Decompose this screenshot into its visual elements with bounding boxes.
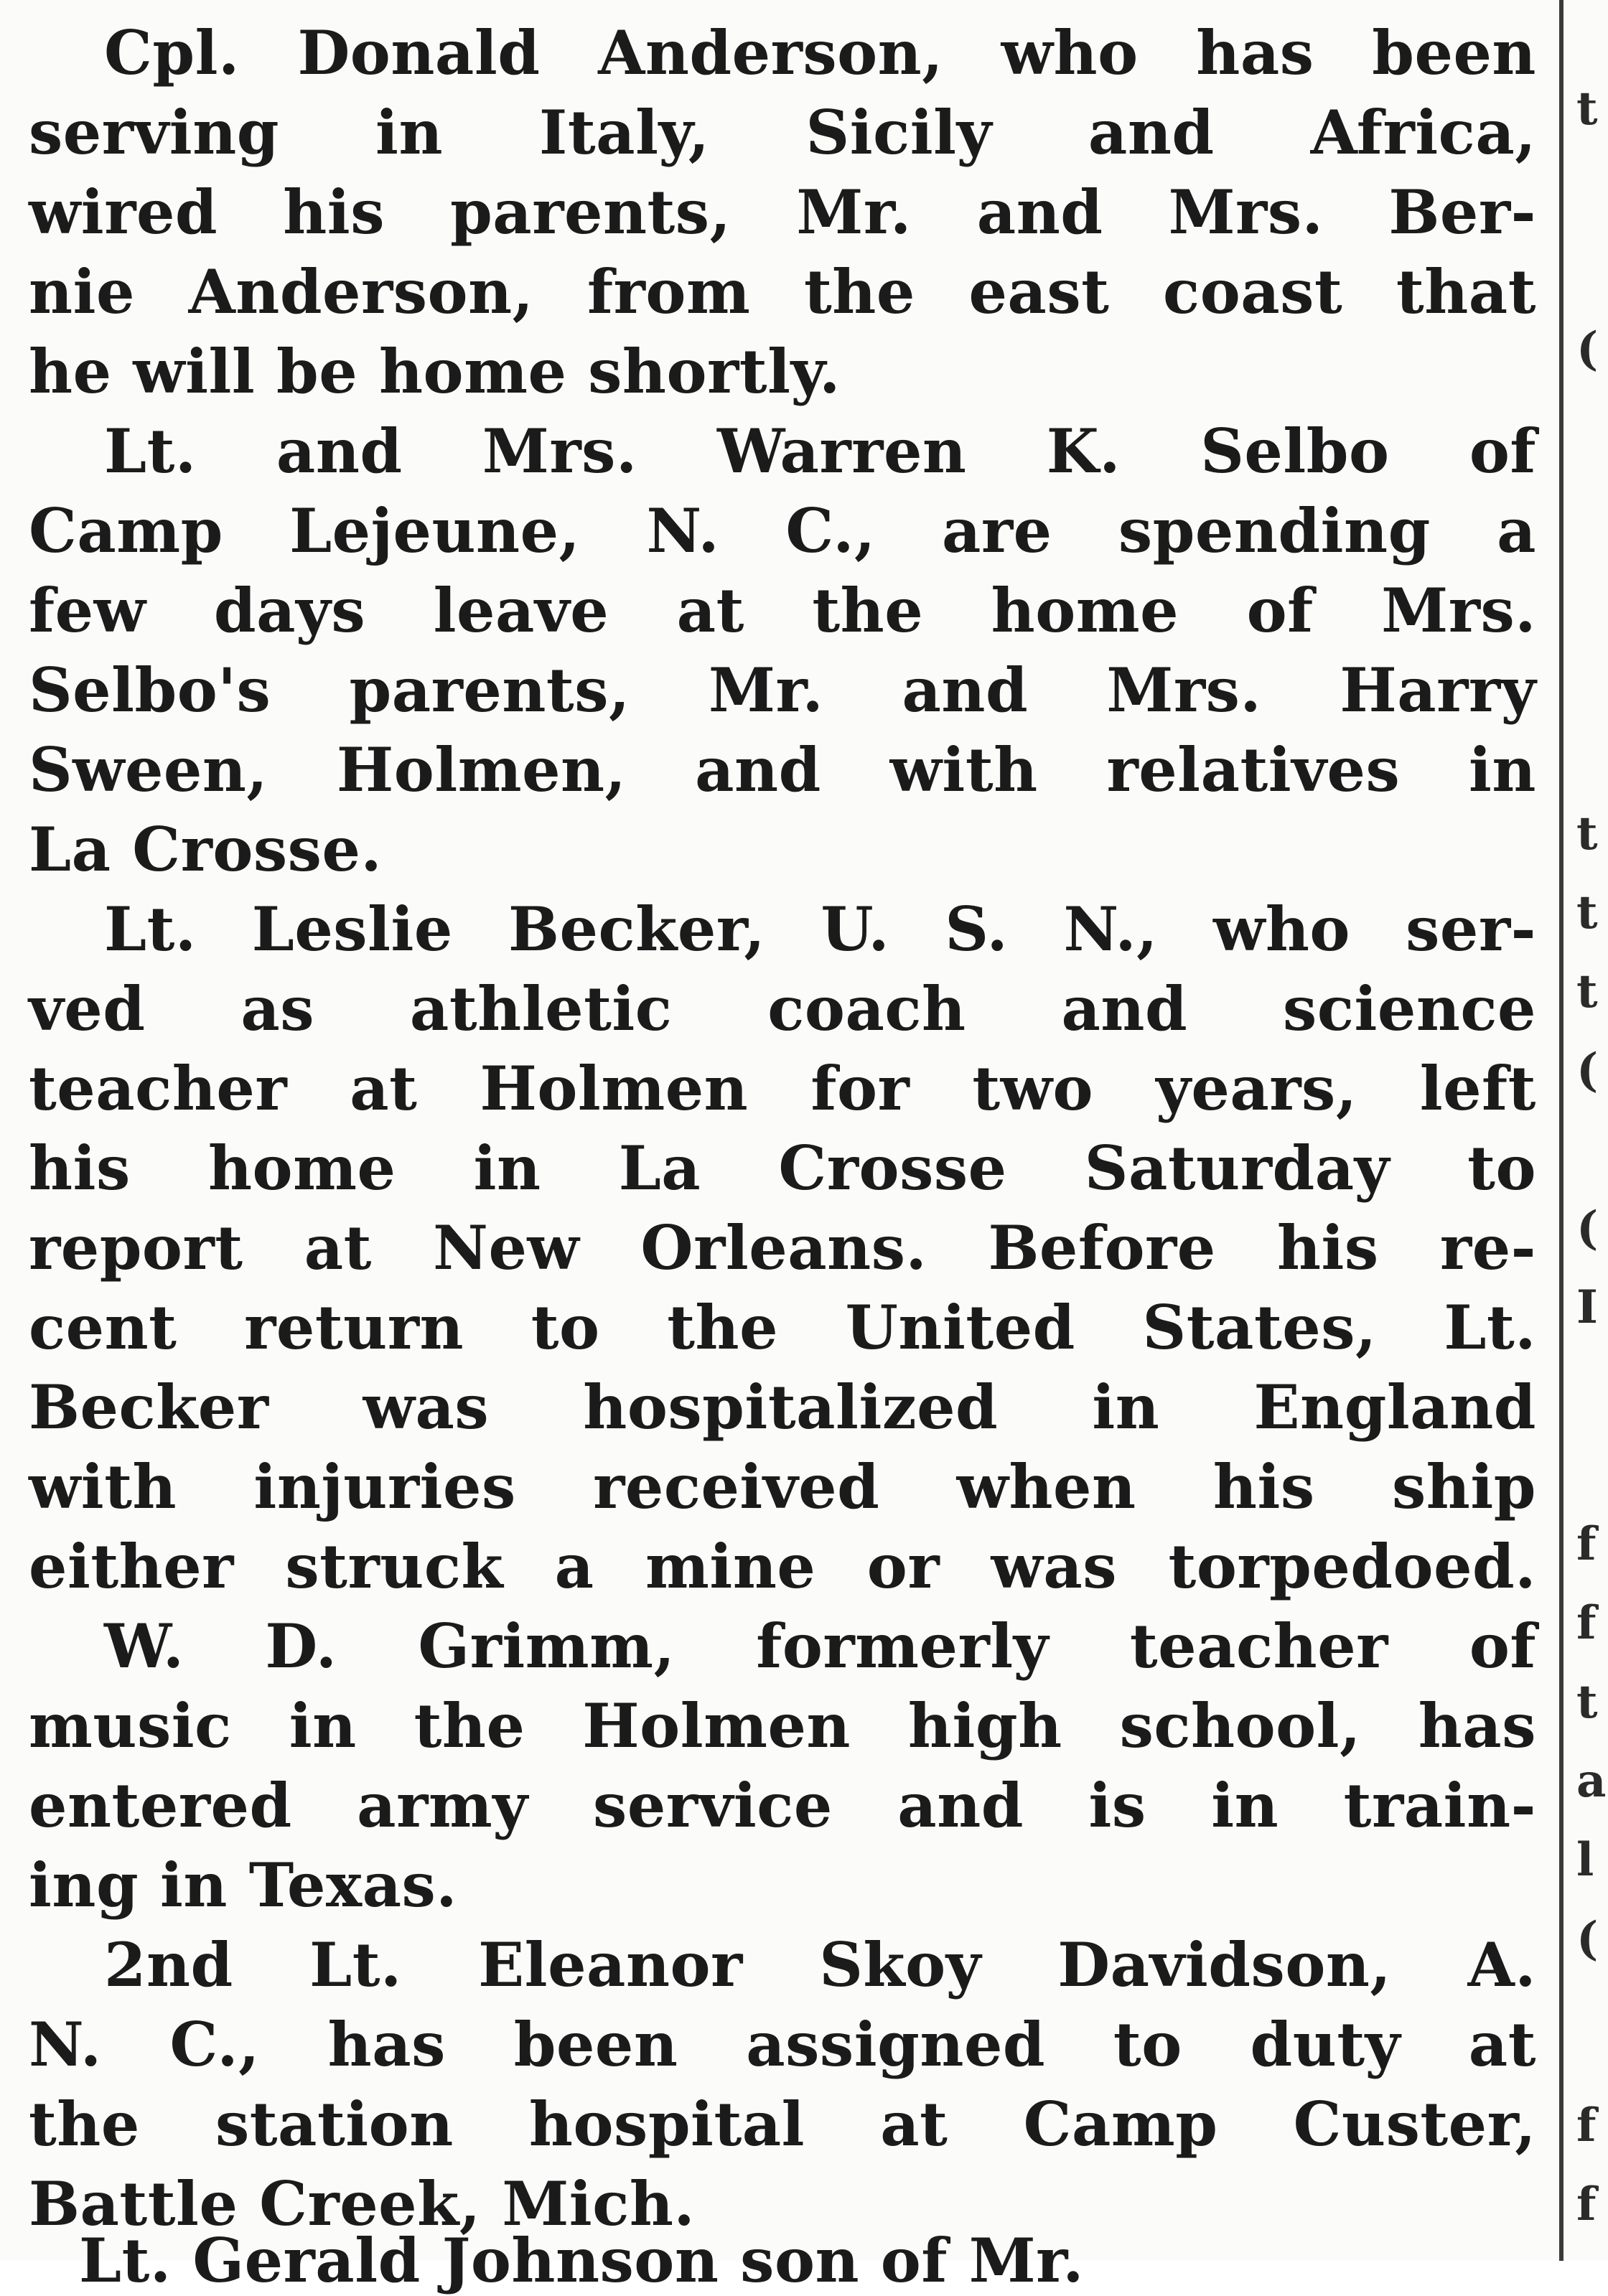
article-line: Selbo's parents, Mr. and Mrs. Harry xyxy=(29,655,1536,726)
adjacent-column-fragment: ( xyxy=(1576,322,1599,376)
article-line: music in the Holmen high school, has xyxy=(29,1690,1536,1761)
article-line: cent return to the United States, Lt. xyxy=(29,1292,1536,1363)
article-line: ved as athletic coach and science xyxy=(29,973,1536,1044)
adjacent-column-fragments xyxy=(1576,0,1608,2261)
article-line: the station hospital at Camp Custer, xyxy=(29,2089,1536,2160)
article-line: 2nd Lt. Eleanor Skoy Davidson, A. xyxy=(104,1929,1536,2000)
article-line: Lt. and Mrs. Warren K. Selbo of xyxy=(104,416,1536,487)
article-column xyxy=(29,13,1536,2244)
cutoff-line: Lt. Gerald Johnson son of Mr. xyxy=(79,2225,1084,2296)
adjacent-column-fragment: t xyxy=(1576,965,1598,1018)
article-line: his home in La Crosse Saturday to xyxy=(29,1133,1536,1204)
article-line: Cpl. Donald Anderson, who has been xyxy=(104,17,1536,88)
article-line: serving in Italy, Sicily and Africa, xyxy=(29,97,1536,168)
article-line: with injuries received when his ship xyxy=(29,1451,1536,1522)
adjacent-column-fragment: t xyxy=(1576,807,1598,861)
adjacent-column-fragment: f xyxy=(1576,2178,1597,2231)
adjacent-column-fragment: f xyxy=(1576,2099,1597,2152)
article-line: Becker was hospitalized in England xyxy=(29,1372,1536,1443)
article-line: Battle Creek, Mich. xyxy=(29,2168,696,2239)
adjacent-column-fragment: a xyxy=(1576,1754,1607,1808)
adjacent-column-fragment: I xyxy=(1576,1280,1598,1334)
adjacent-column-fragment: ( xyxy=(1576,1201,1599,1255)
article-line: ing in Texas. xyxy=(29,1850,458,1921)
article-line: he will be home shortly. xyxy=(29,336,841,407)
adjacent-column-fragment: t xyxy=(1576,1675,1598,1729)
adjacent-column-fragment: ( xyxy=(1576,1912,1599,1966)
adjacent-column-fragment: t xyxy=(1576,886,1598,940)
adjacent-column-fragment: t xyxy=(1576,82,1598,136)
article-line: report at New Orleans. Before his re- xyxy=(29,1212,1536,1283)
article-line: Sween, Holmen, and with relatives in xyxy=(29,734,1536,805)
article-line: either struck a mine or was torpedoed. xyxy=(29,1531,1536,1602)
article-line: Camp Lejeune, N. C., are spending a xyxy=(29,495,1536,566)
article-line: nie Anderson, from the east coast that xyxy=(29,256,1536,327)
article-line: N. C., has been assigned to duty at xyxy=(29,2009,1536,2080)
article-line: wired his parents, Mr. and Mrs. Ber- xyxy=(29,177,1536,248)
article-line: Lt. Leslie Becker, U. S. N., who ser- xyxy=(104,894,1536,965)
article-line: entered army service and is in train- xyxy=(29,1770,1536,1841)
article-line: La Crosse. xyxy=(29,814,383,885)
adjacent-column-fragment: l xyxy=(1576,1833,1594,1887)
adjacent-column-fragment: f xyxy=(1576,1517,1597,1571)
adjacent-column-fragment: f xyxy=(1576,1596,1597,1650)
adjacent-column-fragment: ( xyxy=(1576,1044,1599,1097)
article-line: teacher at Holmen for two years, left xyxy=(29,1053,1536,1124)
column-rule xyxy=(1559,0,1563,2261)
article-line: few days leave at the home of Mrs. xyxy=(29,575,1536,646)
article-line: W. D. Grimm, formerly teacher of xyxy=(104,1611,1536,1682)
